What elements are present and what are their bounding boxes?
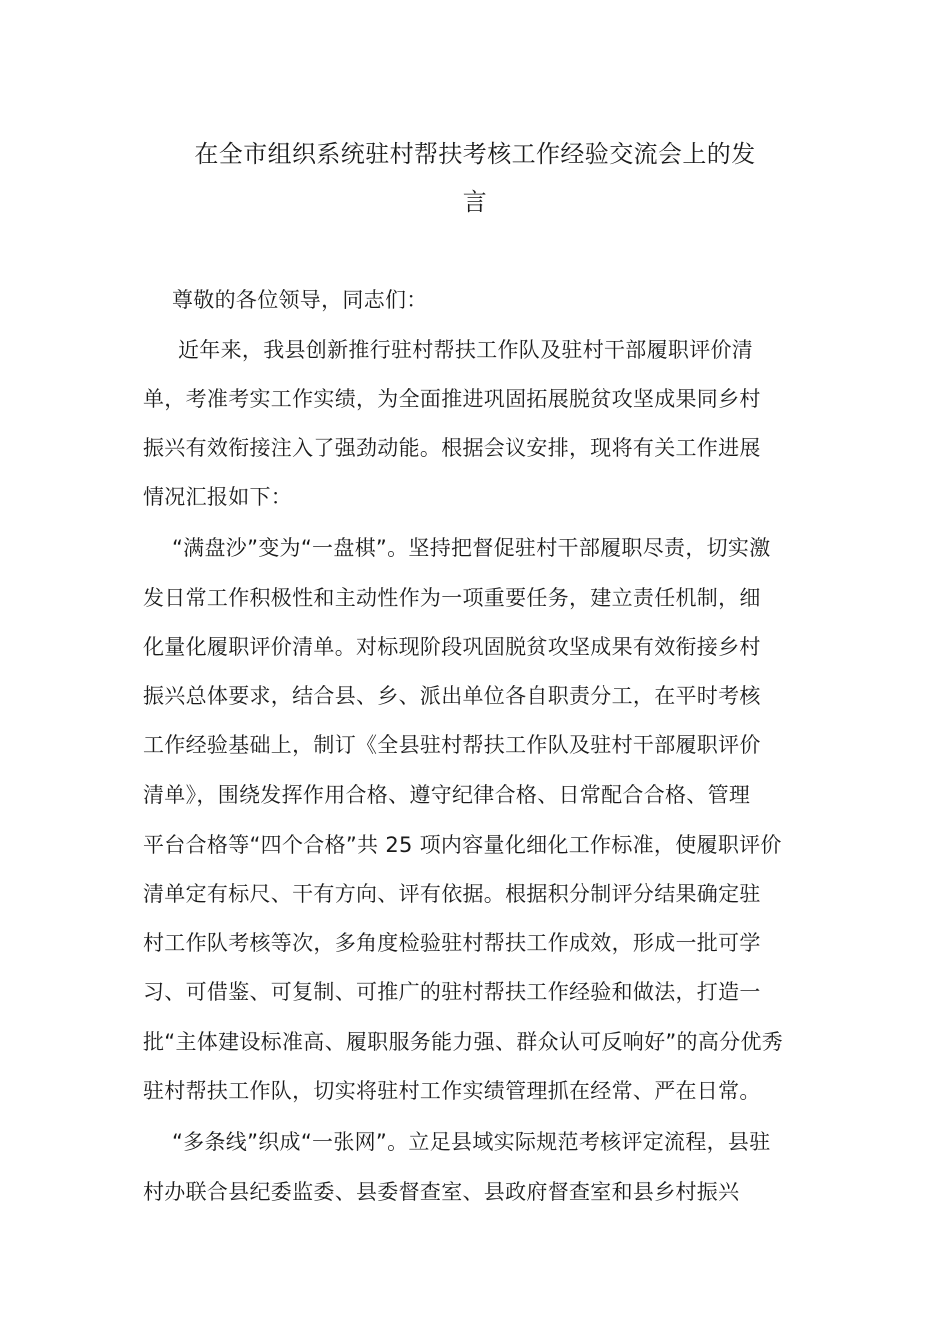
paragraph-line: 情况汇报如下： <box>143 485 293 509</box>
paragraph-line: 清单》，围绕发挥作用合格、遵守纪律合格、日常配合合格、管理 <box>143 783 751 807</box>
paragraph-line: “多条线”织成“一张网”。立足县域实际规范考核评定流程，县驻 <box>172 1130 771 1154</box>
paragraph-line: 化量化履职评价清单。对标现阶段巩固脱贫攻坚成果有效衔接乡村 <box>143 635 761 659</box>
paragraph-line: 清单定有标尺、干有方向、评有依据。根据积分制评分结果确定驻 <box>143 882 761 906</box>
paragraph-line: 驻村帮扶工作队，切实将驻村工作实绩管理抓在经常、严在日常。 <box>143 1079 761 1103</box>
paragraph-line: 振兴有效衔接注入了强劲动能。根据会议安排，现将有关工作进展 <box>143 436 761 460</box>
title-line-2: 言 <box>462 188 488 216</box>
paragraph-line: “满盘沙”变为“一盘棋”。坚持把督促驻村干部履职尽责，切实激 <box>172 536 771 560</box>
salutation: 尊敬的各位领导，同志们： <box>172 288 428 312</box>
paragraph-line: 平台合格等“四个合格”共 25 项内容量化细化工作标准，使履职评价 <box>143 833 782 857</box>
paragraph-line: 村办联合县纪委监委、县委督查室、县政府督查室和县乡村振兴 <box>143 1180 740 1204</box>
paragraph-line: 近年来，我县创新推行驻村帮扶工作队及驻村干部履职评价清 <box>178 338 754 362</box>
paragraph-line: 单，考准考实工作实绩，为全面推进巩固拓展脱贫攻坚成果同乡村 <box>143 387 761 411</box>
paragraph-line: 工作经验基础上，制订《全县驻村帮扶工作队及驻村干部履职评价 <box>143 733 761 757</box>
paragraph-line: 发日常工作积极性和主动性作为一项重要任务，建立责任机制，细 <box>143 586 761 610</box>
paragraph-line: 习、可借鉴、可复制、可推广的驻村帮扶工作经验和做法，打造一 <box>143 980 761 1004</box>
paragraph-line: 振兴总体要求，结合县、乡、派出单位各自职责分工，在平时考核 <box>143 684 761 708</box>
paragraph-line: 村工作队考核等次，多角度检验驻村帮扶工作成效，形成一批可学 <box>143 931 761 955</box>
title-line-1: 在全市组织系统驻村帮扶考核工作经验交流会上的发 <box>194 140 756 168</box>
paragraph-line: 批“主体建设标准高、履职服务能力强、群众认可反响好”的高分优秀 <box>143 1030 784 1054</box>
document-title <box>143 130 807 226</box>
